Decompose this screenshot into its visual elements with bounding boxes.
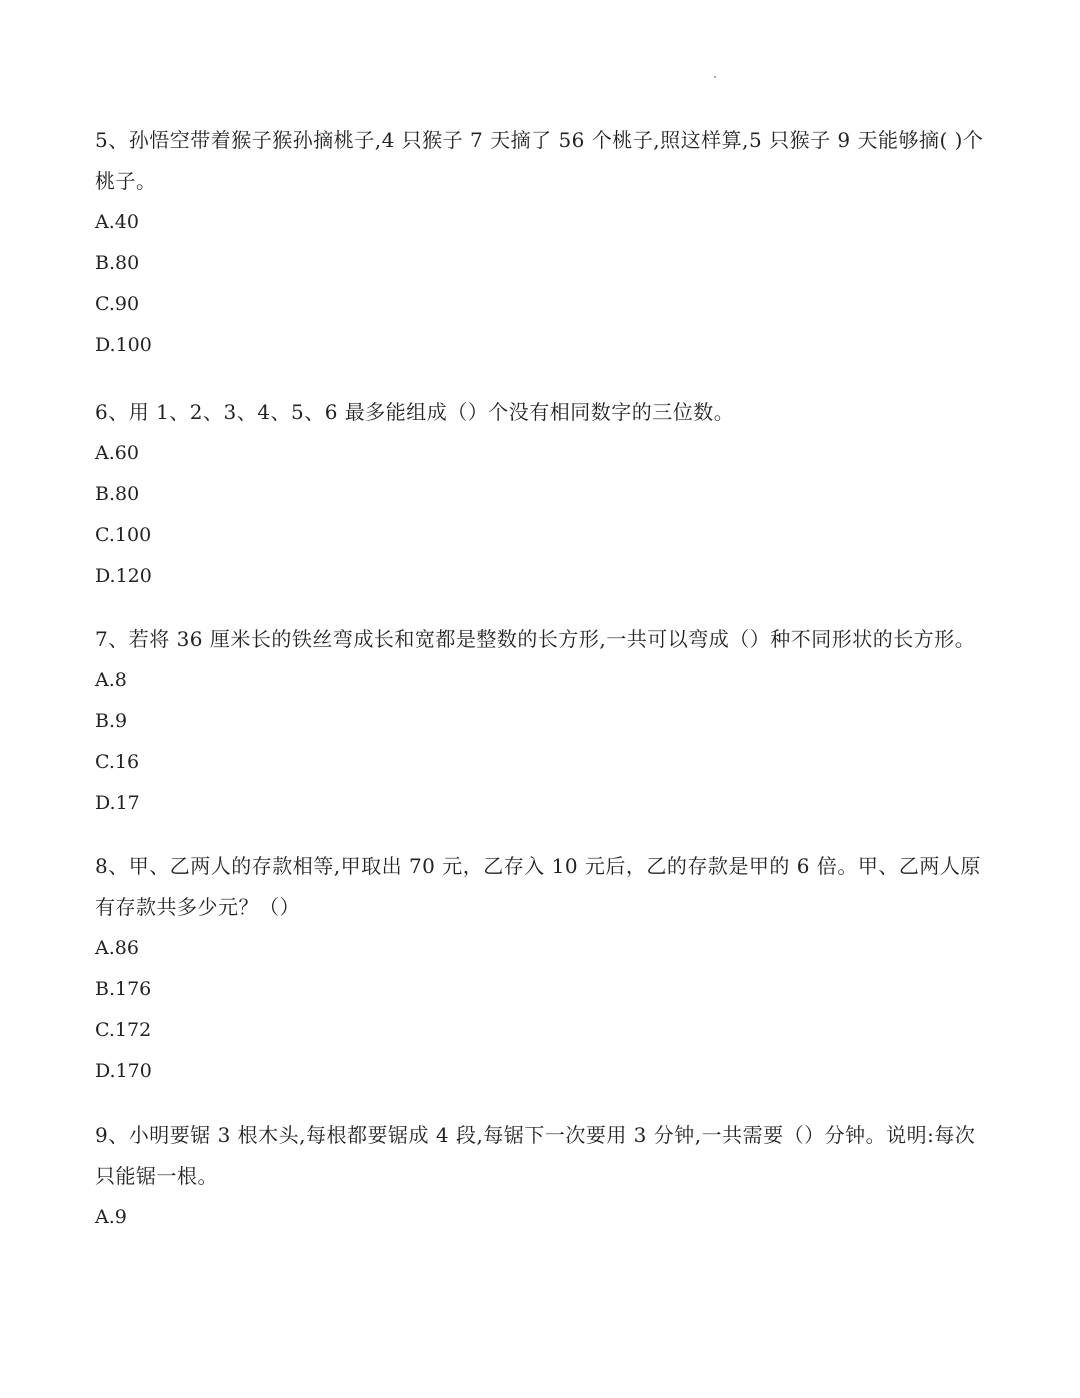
option-c: C.172 — [95, 1019, 152, 1041]
option-c: C.100 — [95, 524, 152, 546]
option-a: A.86 — [95, 937, 139, 959]
question-text: 8、甲、乙两人的存款相等,甲取出 70 元，乙存入 10 元后，乙的存款是甲的 6 倍。甲、乙两人原有存款共多少元？（） — [95, 854, 981, 919]
option-c: C.90 — [95, 293, 140, 315]
option-d: D.17 — [95, 792, 140, 814]
question-8 — [95, 846, 995, 1092]
option-b: B.80 — [95, 483, 140, 505]
question-5 — [95, 120, 995, 366]
question-text: 5、孙悟空带着猴子猴孙摘桃子,4 只猴子 7 天摘了 56 个桃子,照这样算,5 只猴子 9 天能够摘( )个桃子。 — [95, 128, 984, 193]
question-7 — [95, 619, 995, 824]
option-b: B.176 — [95, 978, 152, 1000]
question-6 — [95, 392, 995, 597]
speck-mark — [714, 76, 716, 78]
option-c: C.16 — [95, 751, 140, 773]
option-b: B.80 — [95, 252, 140, 274]
option-d: D.120 — [95, 565, 152, 587]
option-a: A.8 — [95, 669, 127, 691]
option-d: D.100 — [95, 334, 152, 356]
question-text: 9、小明要锯 3 根木头,每根都要锯成 4 段,每锯下一次要用 3 分钟,一共需要（）分钟。说明:每次只能锯一根。 — [95, 1123, 976, 1188]
option-a: A.60 — [95, 442, 139, 464]
option-a: A.40 — [95, 211, 139, 233]
question-text: 6、用 1、2、3、4、5、6 最多能组成（）个没有相同数字的三位数。 — [95, 400, 735, 424]
question-9 — [95, 1115, 995, 1238]
option-d: D.170 — [95, 1060, 152, 1082]
option-a: A.9 — [95, 1206, 127, 1228]
question-text: 7、若将 36 厘米长的铁丝弯成长和宽都是整数的长方形,一共可以弯成（）种不同形状的长方形。 — [95, 627, 976, 651]
option-b: B.9 — [95, 710, 128, 732]
